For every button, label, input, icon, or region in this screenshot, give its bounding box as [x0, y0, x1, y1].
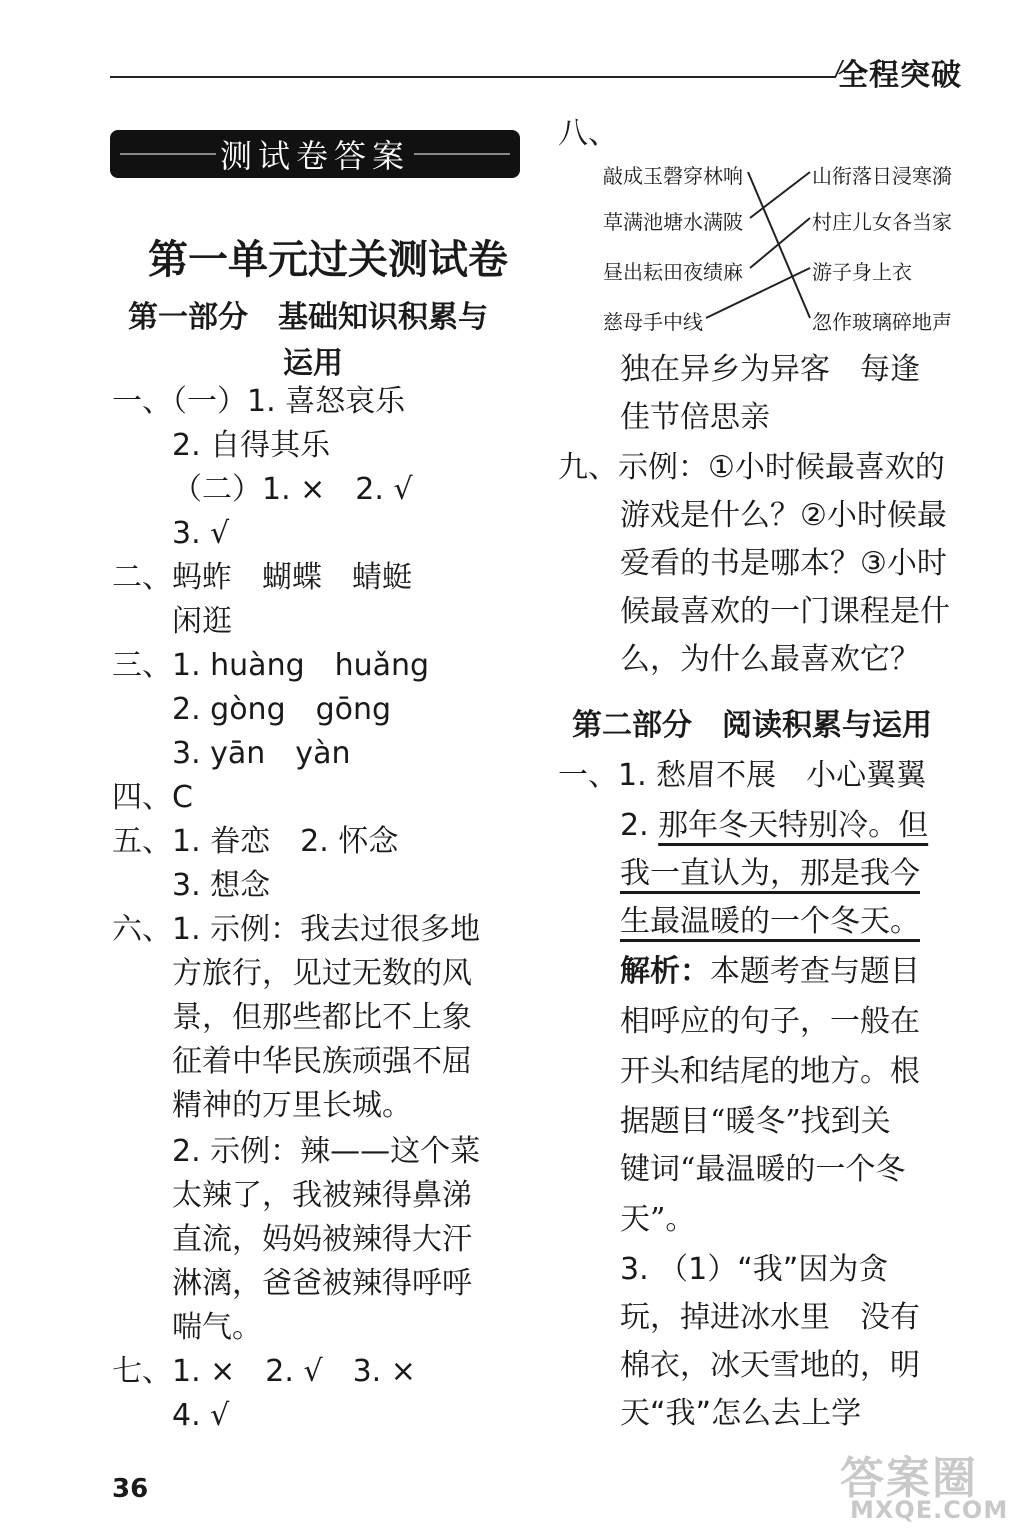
answer-line: 直流，妈妈被辣得大汗 [172, 1222, 472, 1257]
match-right-item: 忽作玻璃碎地声 [812, 310, 952, 334]
brand-title: 全程突破 [838, 58, 962, 93]
reading-line: 棉衣，冰天雪地的，明 [620, 1348, 920, 1383]
answer-line: 3. yān yàn [172, 736, 351, 771]
q9-line: 游戏是什么？②小时候最 [620, 498, 947, 533]
analysis-line: 开头和结尾的地方。根 [620, 1054, 920, 1089]
reading-line: 一、1. 愁眉不展 小心翼翼 [558, 758, 927, 793]
answer-line: 六、1. 示例：我去过很多地 [112, 912, 481, 947]
answer-line: 淋漓，爸爸被辣得呼呼 [172, 1266, 472, 1301]
answer-line: 五、1. 眷恋 2. 怀念 [112, 824, 399, 859]
q8-label: 八、 [558, 116, 618, 151]
analysis-label: 解析： [620, 954, 710, 989]
match-left-item: 草满池塘水满陂 [603, 210, 743, 234]
part1-heading-line2: 运用 [283, 346, 343, 381]
reading-line: 玩，掉进冰水里 没有 [620, 1300, 920, 1335]
match-right-item: 村庄儿女各当家 [812, 210, 952, 234]
watermark-logo: 答案圈 [840, 1453, 978, 1504]
answer-line: 一、（一）1. 喜怒哀乐 [112, 384, 406, 419]
analysis-line: 键词“最温暖的一个冬 [620, 1152, 906, 1187]
answer-line: 七、1. × 2. √ 3. × [112, 1354, 416, 1389]
part2-heading: 第二部分 阅读积累与运用 [572, 708, 932, 743]
answer-line: 3. 想念 [172, 868, 271, 903]
analysis-line: 天”。 [620, 1202, 696, 1237]
answer-line: 精神的万里长城。 [172, 1088, 412, 1123]
page-number: 36 [112, 1474, 149, 1504]
answer-line: 2. 自得其乐 [172, 428, 331, 463]
banner-text: 测试卷答案 [219, 137, 410, 175]
q9-line: 候最喜欢的一门课程是什 [620, 594, 950, 629]
match-left-item: 慈母手中线 [603, 310, 703, 334]
answer-line: 4. √ [172, 1398, 230, 1433]
q9-line: 九、示例：①小时候最喜欢的 [558, 450, 945, 485]
reading-line: 天“我”怎么去上学 [620, 1396, 862, 1431]
match-right-item: 山衔落日浸寒漪 [812, 164, 952, 188]
match-line-3 [750, 218, 810, 268]
match-left-item: 敲成玉磬穿林响 [603, 164, 743, 188]
watermark-url: MXQE.COM [850, 1496, 1009, 1524]
part1-heading-line1: 第一部分 基础知识积累与 [128, 300, 488, 335]
answer-line: 景，但那些都比不上象 [172, 1000, 472, 1035]
match-line-4 [706, 268, 810, 318]
underlined-answer: 我一直认为，那是我今 [620, 856, 920, 891]
unit-title: 第一单元过关测试卷 [148, 237, 508, 283]
analysis-line: 相呼应的句子，一般在 [620, 1004, 920, 1039]
answer-line: 太辣了，我被辣得鼻涕 [172, 1178, 472, 1213]
analysis-line: 据题目“暖冬”找到关 [620, 1104, 891, 1139]
answer-line: 二、蚂蚱 蝴蝶 蜻蜓 [112, 560, 412, 595]
answer-line: 2. gòng gōng [172, 692, 392, 727]
analysis-line [620, 950, 920, 994]
answer-line: 3. √ [172, 516, 230, 551]
reading-line [620, 804, 928, 848]
match-left-item: 昼出耘田夜绩麻 [603, 260, 743, 284]
answer-line: 征着中华民族顽强不屈 [172, 1044, 472, 1079]
answer-line: 喘气。 [172, 1310, 262, 1345]
answer-line: 方旅行，见过无数的风 [172, 956, 472, 991]
item-number: 2. [620, 808, 659, 843]
answer-line: 三、1. huàng huǎng [112, 648, 430, 683]
underlined-answer: 生最温暖的一个冬天。 [620, 904, 920, 939]
answer-line: 闲逛 [172, 604, 232, 639]
q9-line: 么，为什么最喜欢它？ [620, 642, 920, 677]
q9-line: 爱看的书是哪本？③小时 [620, 546, 947, 581]
answer-line: 2. 示例：辣——这个菜 [172, 1134, 481, 1169]
match-right-item: 游子身上衣 [812, 260, 912, 284]
q8-answer-line: 独在异乡为异客 每逢 [620, 352, 920, 387]
q8-answer-line: 佳节倍思亲 [620, 400, 770, 435]
answer-line: 四、C [112, 780, 193, 815]
match-line-2 [750, 172, 810, 218]
underlined-answer: 那年冬天特别冷。但 [658, 808, 929, 843]
analysis-text: 本题考查与题目 [710, 954, 920, 989]
reading-line: 3. （1）“我”因为贪 [620, 1252, 889, 1287]
answer-line: （二）1. × 2. √ [172, 472, 413, 507]
